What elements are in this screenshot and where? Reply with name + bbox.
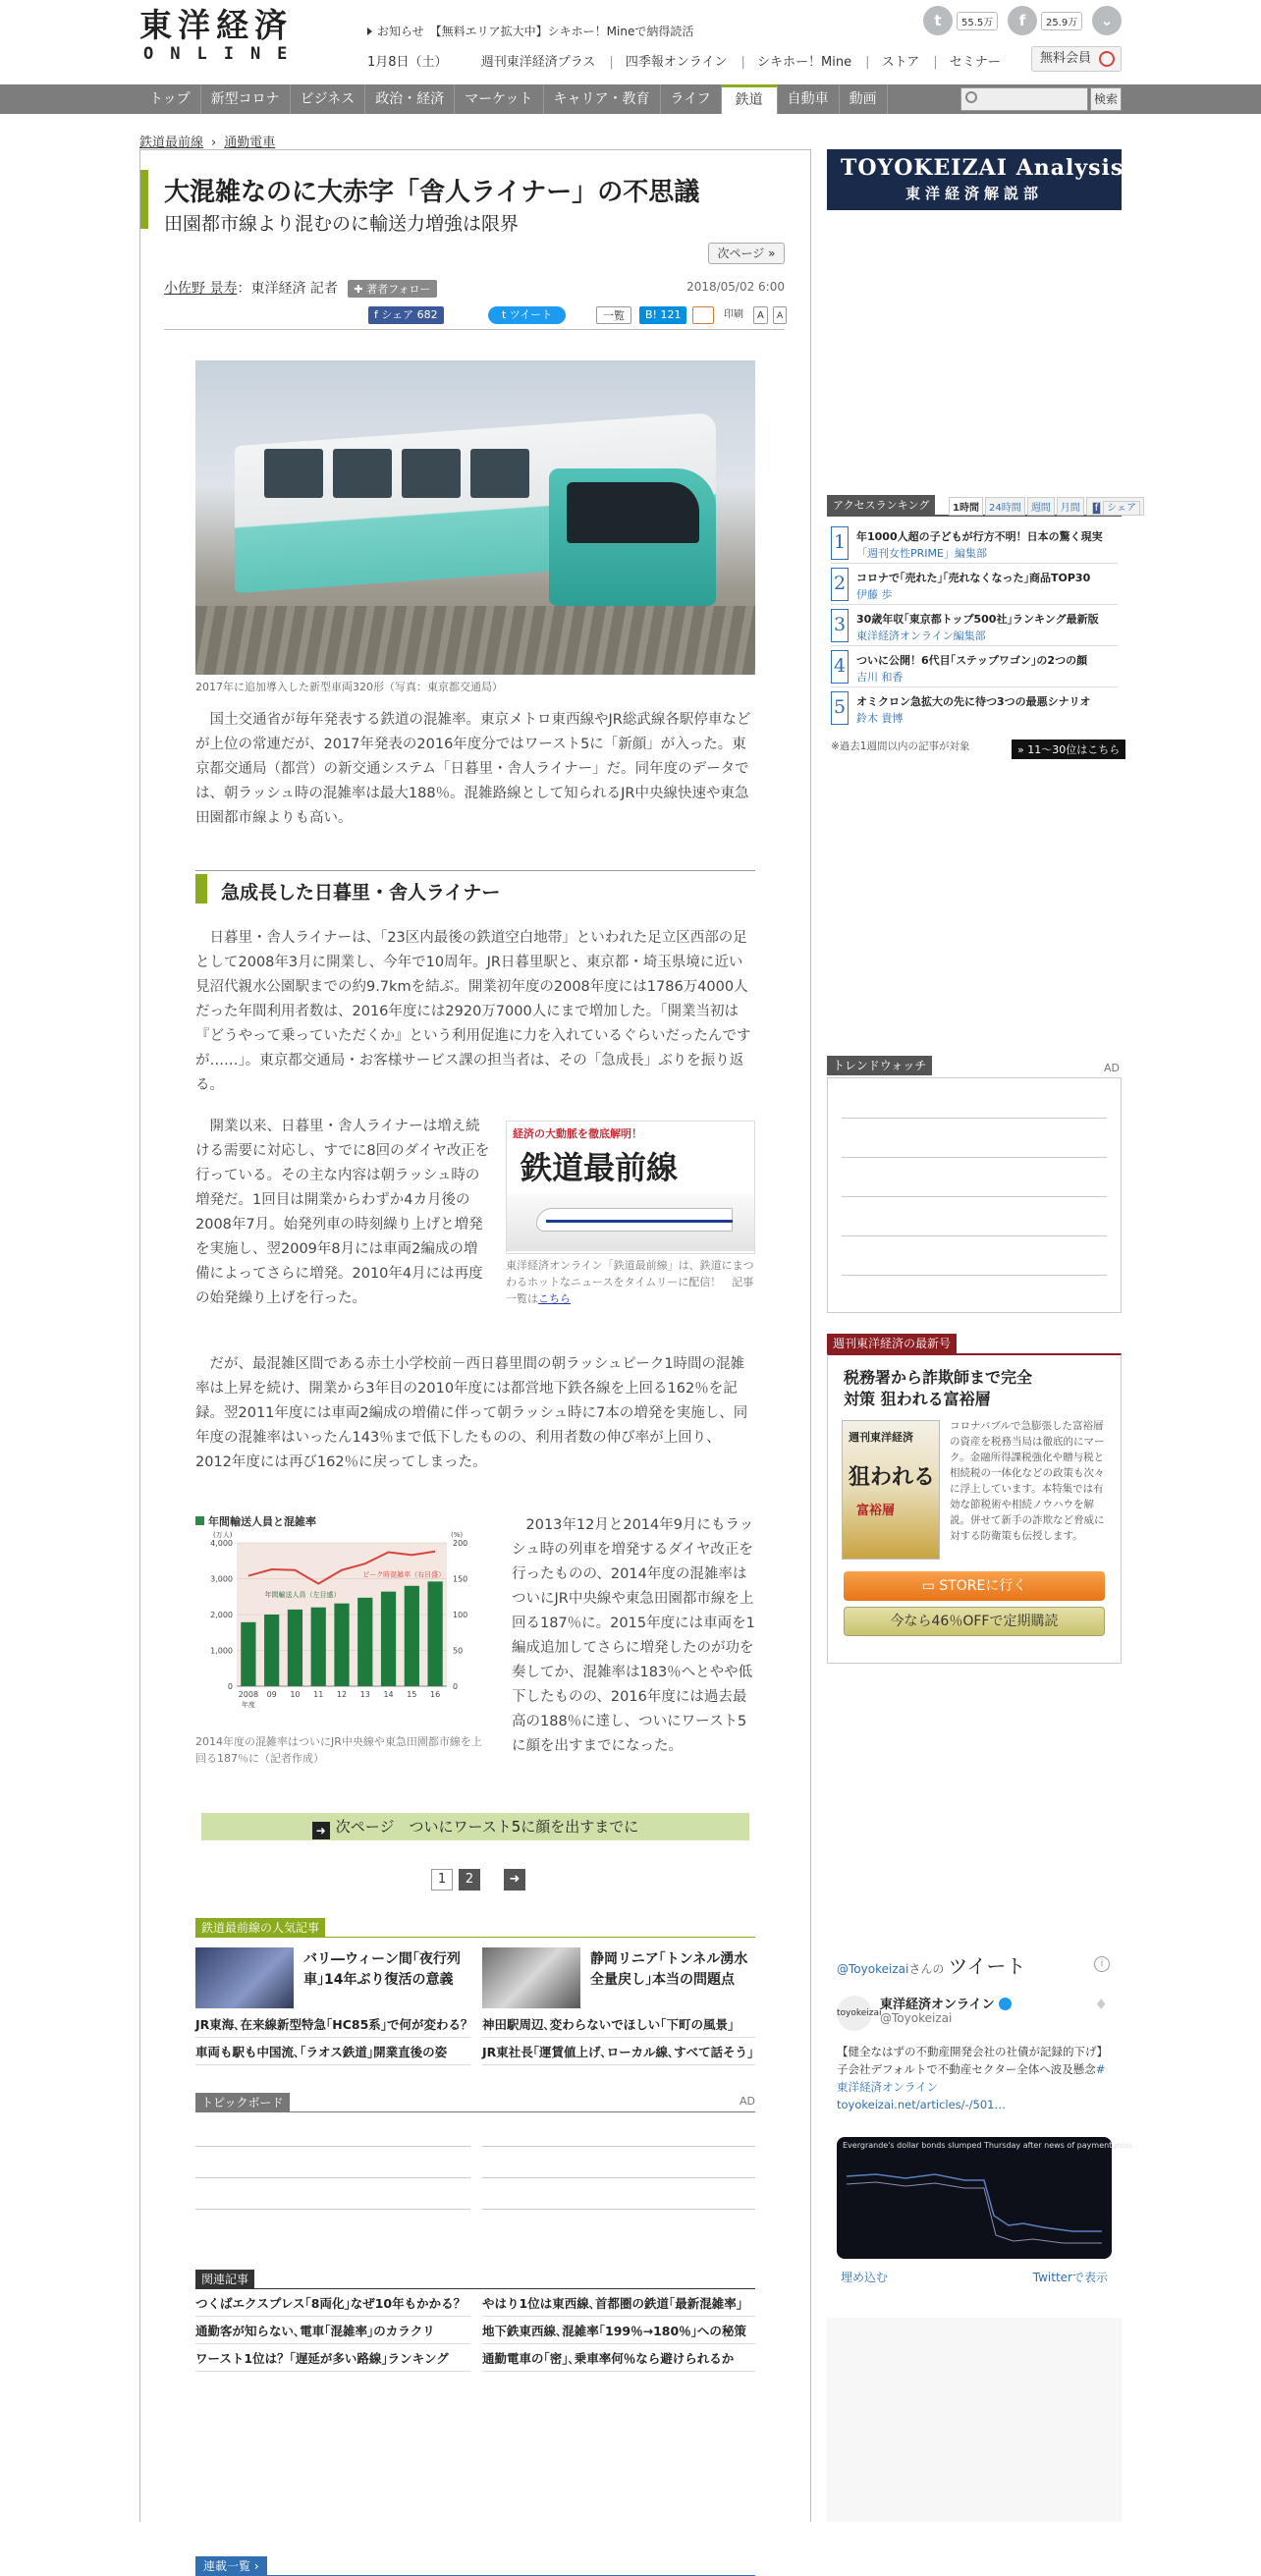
logo-kanji: 東洋経済	[139, 6, 293, 44]
related-label: 関連記事	[195, 2270, 254, 2289]
info-icon[interactable]: i	[1094, 1956, 1110, 1972]
chart-bar	[405, 1586, 419, 1686]
access-ranking	[827, 495, 1137, 772]
breadcrumb-commuter-train[interactable]: 通勤電車	[224, 136, 276, 150]
legend-square-icon	[195, 1516, 204, 1525]
rank-number: 2	[831, 568, 849, 601]
rank-source: 東洋経済オンライン編集部	[856, 630, 986, 642]
analysis-title: TOYOKEIZAI Analysis	[841, 155, 1124, 181]
nav-corona[interactable]: 新型コロナ	[201, 84, 291, 114]
ranking-item[interactable]	[831, 650, 1118, 687]
y-left-tick-label: 1,000	[210, 1646, 233, 1656]
rank-source: 吉川 和香	[856, 671, 904, 684]
search-button[interactable]: 検索	[1090, 87, 1122, 111]
next-page-arrow-button[interactable]: ➜	[504, 1869, 525, 1891]
analysis-subtitle: 東洋経済解説部	[905, 185, 1043, 202]
railway-frontline-promo-banner[interactable]	[506, 1121, 755, 1254]
promo-title: 鉄道最前線	[521, 1149, 679, 1186]
article-column	[139, 149, 811, 2573]
link-shikiho-mine[interactable]: シキホー！Mine	[757, 55, 852, 70]
related-link[interactable]: ワースト1位は？｢遅延が多い路線｣ランキング	[195, 2346, 470, 2372]
next-page-button[interactable]: 次ページ »	[708, 243, 785, 264]
nav-life[interactable]: ライフ	[661, 84, 722, 114]
ranking-tab-monthly[interactable]: 月間	[1057, 497, 1084, 516]
date-links-bar: 1月8日（土） 週刊東洋経済プラス | 四季報オンライン | シキホー！Mine | ストア | セミナー	[367, 55, 1001, 70]
cover-masthead: 週刊東洋経済	[849, 1431, 913, 1444]
x-tick-label: 10	[290, 1690, 301, 1699]
twitter-timeline	[827, 1945, 1133, 2318]
trend-box	[827, 1077, 1122, 1313]
x-tick-label: 16	[430, 1690, 441, 1699]
shinkansen-image	[507, 1194, 754, 1251]
x-tick-label: 11	[313, 1690, 324, 1699]
y-right-tick-label: 0	[453, 1682, 459, 1691]
facebook-icon: f	[1092, 502, 1102, 515]
x-tick-label: 2008	[238, 1690, 259, 1699]
triangle-icon	[367, 27, 372, 35]
series-list-button[interactable]	[195, 2556, 267, 2576]
page-2-button[interactable]: 2	[459, 1869, 480, 1891]
paragraph-4: だが、最混雑区間である赤土小学校前－西日暮里間の朝ラッシュピーク1時間の混雑率は上昇を続け、開業から3年目の2010年度には都営地下鉄各線を上回る162％を記録。翌2011年度には車両2編成の増備に伴って朝ラッシュ時に7本の増発を実施し、同年度の混雑率はいったん143％まで低下したものの、利用者数の伸び率が上回り、2012年度には再び162％に戻ってしまった。	[195, 1356, 748, 1470]
twitter-icon: t	[923, 6, 953, 35]
rank-source: 鈴木 貴博	[856, 712, 904, 725]
current-date: 1月8日（土）	[367, 55, 448, 70]
tweet-account-handle[interactable]: @Toyokeizai	[880, 2011, 953, 2025]
chart-bar	[288, 1610, 302, 1686]
promo-caption-text: 東洋経済オンライン「鉄道最前線」は、鉄道にまつわるホットなニュースをタイムリーに配信！ 記事一覧は	[506, 1259, 754, 1305]
ranking-more-link[interactable]: » 11～30位はこちら	[1012, 740, 1125, 759]
author-role: ：東洋経済 記者	[237, 281, 338, 297]
popular-item[interactable]	[482, 1947, 757, 2016]
nav-politics-economy[interactable]: 政治・経済	[365, 84, 455, 114]
related-link[interactable]: 通勤客が知らない､電車｢混雑率｣のカラクリ	[195, 2319, 470, 2344]
paragraph-1: 国土交通省が毎年発表する鉄道の混雑率。東京メトロ東西線やJR総武線各駅停車などが上位の常連だが、2017年発表の2016年度分ではワースト5に「新顔」が入った。東京都交通局（都営）の新交通システム「日暮里・舎人ライナー」だ。同年度のデータでは、朝ラッシュ時の混雑率は最大188％。混雑路線として知られるJR中央線快速や東急田園都市線よりも高い。	[195, 712, 751, 826]
free-member-button[interactable]	[1031, 46, 1122, 72]
article-photo	[195, 360, 755, 675]
paragraph-3: 開業以来、日暮里・舎人ライナーは増え続ける需要に対応し、すでに8回のダイヤ改正を行っている。その主な内容は朝ラッシュ時の増発だ。1回目は開業からわずか4カ月後の2008年7月。始発列車の時刻繰り上げと増発を実施し、翌2009年8月には車両2編成の増備によってさらに増発。2010年4月には再度の始発繰り上げを行った。	[195, 1119, 490, 1306]
pagination	[431, 1869, 525, 1891]
related-link[interactable]: 通勤電車の｢密｣､乗車率何％なら避けられるか	[482, 2346, 755, 2372]
notice-text[interactable]: 【無料エリア拡大中】シキホー！Mineで納得読活	[435, 25, 694, 38]
tweet-button[interactable]	[488, 306, 566, 324]
next-page-banner[interactable]	[201, 1813, 749, 1840]
rank-title: オミクロン急拡大の先に待つ3つの最悪シナリオ	[856, 695, 1091, 708]
article-subtitle: 田園都市線より混むのに輸送力増強は限界	[164, 213, 520, 235]
topic-board-label: トピックボード	[195, 2093, 290, 2112]
print-button[interactable]: 印刷	[718, 306, 749, 324]
avatar[interactable]: toyokeizai	[837, 1996, 872, 2031]
heading-accent-bar	[195, 874, 207, 904]
logo-online: ONLINE	[143, 44, 304, 64]
notice-bar[interactable]	[367, 23, 693, 39]
author-follow-label: 著者フォロー	[366, 283, 431, 296]
popular-small-link[interactable]: JR東社長｢運賃値上げ､ローカル線､すべて話そう｣	[482, 2040, 755, 2065]
y-right-tick-label: 100	[453, 1611, 468, 1619]
ad-label: AD	[1104, 1062, 1120, 1074]
y-right-tick-label: 150	[453, 1574, 468, 1584]
site-header	[0, 0, 1261, 84]
paragraph-5: 2013年12月と2014年9月にもラッシュ時の列車を増発するダイヤ改正を行ったものの、2014年度の混雑率はついにJR中央線や東急田園都市線を上回る187％に。2015年度には車両を1編成追加してさらに増発したのが功を奏してか、混雑率は183％へとやや低下したものの、2016年度には過去最高の188％に達し、ついにワースト5に顔を出すまでになった。	[512, 1517, 755, 1754]
twitter-icon: t	[502, 308, 510, 321]
scroll-down-button[interactable]	[1092, 6, 1122, 35]
nav-video[interactable]: 動画	[840, 84, 888, 114]
facebook-count: 25.9万	[1041, 12, 1082, 30]
article-title: 大混雑なのに大赤字「舎人ライナー」の不思議	[164, 178, 700, 207]
font-size-small-button[interactable]: A	[773, 306, 787, 324]
rank-title: コロナで｢売れた｣｢売れなくなった｣商品TOP30	[856, 572, 1091, 584]
twitter-bird-icon: ♦	[1094, 1996, 1108, 2013]
nav-business[interactable]: ビジネス	[291, 84, 366, 114]
mail-icon[interactable]	[692, 306, 714, 324]
y-left-tick-label: 4,000	[210, 1539, 233, 1548]
ranking-tab-share[interactable]: f シェア	[1086, 497, 1144, 516]
paragraph-2: 日暮里・舎人ライナーは、「23区内最後の鉄道空白地帯」といわれた足立区西部の足として2008年3月に開業し、今年で10周年。JR日暮里駅と、東京都・埼玉県境に近い見沼代親水公園駅までの約9.7kmを結ぶ。開業初年度の2008年度には1786万4000人だった年間利用者数は、2016年度には2920万7000人にまで増加した。「開業当初は『どうやって乗っていただくか』という利用促進に力を入れているぐらいだったんですが……」。東京都交通局・お客様サービス課の担当者は、その「急成長」ぶりを振り返る。	[195, 930, 751, 1093]
breadcrumb-railway-frontline[interactable]: 鉄道最前線	[139, 136, 204, 150]
tweet-link[interactable]: toyokeizai.net/articles/-/501…	[837, 2098, 1007, 2111]
clock-icon	[1099, 51, 1115, 67]
sidebar-ad-slot	[827, 2318, 1122, 2522]
hatena-icon: B!	[645, 308, 661, 321]
tweet-account-name[interactable]: 東洋経済オンライン	[880, 1994, 1012, 2012]
popular-item-title: バリ―ウィーン間｢夜行列車｣14年ぶり復活の意義	[303, 1951, 461, 1988]
y-left-tick-label: 3,000	[210, 1574, 233, 1584]
popular-item[interactable]	[195, 1947, 470, 2016]
x-tick-label: 12	[336, 1690, 348, 1699]
chart-bar	[334, 1604, 349, 1686]
view-on-twitter-link[interactable]: Twitterで表示	[1032, 2271, 1108, 2284]
hatena-bookmark-button[interactable]	[639, 306, 686, 324]
notice-label: お知らせ	[377, 25, 424, 38]
series-list-label: 連載一覧	[203, 2559, 251, 2573]
ranking-item[interactable]	[831, 526, 1118, 564]
nav-railway[interactable]: 鉄道	[722, 84, 778, 114]
magazine-cover[interactable]	[842, 1420, 940, 1560]
publish-date: 2018/05/02 6:00	[686, 280, 785, 294]
subscribe-button[interactable]: 今なら46％OFFで定期購読	[844, 1607, 1105, 1636]
rank-number: 3	[831, 609, 849, 642]
chevron-right-icon: ›	[253, 2559, 259, 2573]
section-heading-text: 急成長した日暮里・舎人ライナー	[221, 882, 501, 904]
rank-title: 年1000人超の子どもが行方不明！日本の驚く現実	[856, 530, 1103, 543]
nav-top[interactable]: トップ	[139, 84, 201, 114]
person-icon: ✚	[354, 283, 363, 296]
nav-market[interactable]: マーケット	[455, 84, 543, 114]
trend-label: トレンドウォッチ	[827, 1056, 932, 1075]
ad-label: AD	[740, 2095, 755, 2108]
tweet-label: ツイート	[509, 308, 553, 321]
promo-caption	[506, 1257, 755, 1307]
book-icon: ▭	[921, 1578, 940, 1594]
y-left-tick-label: 0	[227, 1682, 233, 1691]
related-link[interactable]: 地下鉄東西線､混雑率｢199％→180％｣への秘策	[482, 2319, 755, 2344]
chart-bar	[357, 1598, 372, 1686]
chart-bar	[381, 1592, 396, 1686]
rank-number: 4	[831, 650, 849, 684]
arrow-right-icon: ➜	[312, 1822, 330, 1839]
rank-number: 5	[831, 691, 849, 725]
ranking-item[interactable]	[831, 691, 1118, 729]
y-left-unit: (万人)	[213, 1531, 233, 1539]
page-1-button[interactable]: 1	[431, 1869, 453, 1891]
popular-label: 鉄道最前線の人気記事	[195, 1918, 325, 1938]
rank-title: ついに公開！6代目｢ステップワゴン｣の2つの顔	[856, 654, 1088, 667]
line-share-button[interactable]: 一覧	[596, 306, 631, 324]
verified-icon	[999, 1998, 1012, 2010]
x-tick-label: 14	[383, 1690, 394, 1699]
photo-caption: 2017年に追加導入した新型車両320形（写真：東京都交通局）	[195, 681, 503, 693]
chart-svg	[195, 1527, 490, 1720]
ranking-label: アクセスランキング	[827, 495, 935, 517]
ranking-item[interactable]	[831, 609, 1118, 646]
passenger-congestion-chart	[195, 1513, 490, 1720]
embed-link[interactable]: 埋め込む	[841, 2271, 889, 2284]
link-shikiho-online[interactable]: 四季報オンライン	[625, 55, 728, 70]
facebook-icon: f	[374, 308, 382, 321]
store-button[interactable]: ▭ STOREに行く	[844, 1571, 1105, 1601]
twitter-follow[interactable]	[923, 6, 998, 35]
chevron-down-icon: ⌄	[1092, 6, 1122, 35]
x-axis-unit: 年度	[241, 1701, 255, 1709]
popular-small-link[interactable]: JR東海､在来線新型特急｢HC85系｣で何が変わる？	[195, 2012, 470, 2038]
twitter-count: 55.5万	[957, 12, 998, 30]
chart-caption: 2014年度の混雑率はついにJR中央線や東急田園都市線を上回る187％に（記者作成）	[195, 1735, 482, 1765]
weekly-headline[interactable]: 税務署から詐欺師まで完全 対策 狙われる富裕層	[844, 1368, 1033, 1408]
y-left-tick-label: 2,000	[210, 1611, 233, 1619]
author-follow-button[interactable]	[348, 280, 436, 298]
share-bar	[164, 302, 785, 330]
section-heading	[195, 870, 755, 905]
ranking-item[interactable]	[831, 568, 1118, 605]
ranking-tab-weekly[interactable]: 週間	[1027, 497, 1055, 516]
byline	[164, 278, 785, 298]
popular-item-title: 静岡リニア｢トンネル湧水全量戻し｣本当の問題点	[590, 1951, 748, 1988]
analysis-banner[interactable]	[827, 149, 1122, 210]
weekly-description: コロナバブルで急膨張した富裕層の資産を税務当局は徹底的にマーク。金融所得課税強化や贈与税と相続税の一体化などの政策も次々に浮上しています。本特集では有効な節税術や相続ノウハウを解説。併せて新手の詐欺など脅威に対する防衛策も伝授します。	[950, 1420, 1105, 1542]
link-store[interactable]: ストア	[881, 55, 920, 70]
article-thumbnail	[482, 1947, 580, 2008]
ranking-tab-24hour[interactable]: 24時間	[985, 497, 1025, 516]
chart-bar	[264, 1615, 279, 1686]
free-member-label: 無料会員	[1040, 51, 1092, 66]
site-logo[interactable]	[139, 8, 328, 67]
title-accent-bar	[140, 170, 148, 229]
font-size-large-button[interactable]: A	[753, 306, 768, 324]
breadcrumb	[139, 132, 275, 150]
twitter-heading: @Toyokeizaiさんの ツイート	[837, 1954, 1026, 1978]
rank-title: 30歳年収｢東京都トップ500社｣ランキング最新版	[856, 613, 1099, 626]
related-link[interactable]: つくばエクスプレス｢8両化｣なぜ10年もかかる？	[195, 2291, 470, 2317]
y-right-unit: (%)	[451, 1531, 464, 1539]
chart-title-text: 年間輸送人員と混雑率	[208, 1515, 316, 1528]
tweet-image[interactable]: Evergrande's dollar bonds slumped Thursday after news of payment miss	[837, 2137, 1112, 2259]
hatena-count: 121	[660, 308, 682, 321]
related-link[interactable]: やはり1位は東西線､首都圏の鉄道｢最新混雑率｣	[482, 2291, 755, 2317]
chart-bar	[428, 1581, 443, 1686]
x-tick-label: 09	[266, 1690, 277, 1699]
y-right-tick-label: 200	[453, 1539, 468, 1548]
ranking-tab-1hour[interactable]: 1時間	[949, 497, 983, 516]
rank-source: 「週刊女性PRIME」編集部	[856, 547, 987, 560]
author-link[interactable]: 小佐野 景寿	[164, 281, 238, 297]
popular-small-link[interactable]: 車両も駅も中国流､｢ラオス鉄道｣開業直後の姿	[195, 2040, 470, 2065]
facebook-share-label: シェア 682	[381, 308, 438, 321]
link-weekly-plus[interactable]: 週刊東洋経済プラス	[480, 55, 596, 70]
article-thumbnail	[195, 1947, 294, 2008]
search-icon	[965, 91, 977, 103]
promo-link[interactable]: こちら	[538, 1292, 571, 1305]
facebook-share-button[interactable]	[368, 306, 444, 324]
chart-bar	[311, 1608, 326, 1686]
rank-number: 1	[831, 526, 849, 560]
x-tick-label: 15	[407, 1690, 417, 1699]
next-page-banner-text: 次ページ ついにワースト5に顔を出すまでに	[335, 1818, 639, 1836]
tweet-text: 【健全なはずの不動産開発会社の社債が記録的下げ】子会社デフォルトで不動産セクター全体へ波及懸念#東洋経済オンライン toyokeizai.net/articles/-/501…	[837, 2045, 1108, 2111]
series-label: ピーク時混雑率（右目盛）	[362, 1570, 446, 1579]
series-label: 年間輸送人員（左目盛）	[264, 1590, 341, 1599]
ranking-note: ※過去1週間以内の記事が対象	[831, 740, 970, 752]
cover-title-2: 富裕層	[856, 1504, 896, 1518]
facebook-icon: f	[1008, 6, 1037, 35]
search-input[interactable]	[960, 87, 1088, 111]
chevron-right-icon: ›	[211, 136, 217, 150]
y-right-tick-label: 50	[453, 1646, 464, 1656]
cover-title: 狙われる	[849, 1464, 936, 1490]
link-seminar[interactable]: セミナー	[949, 55, 1001, 70]
x-tick-label: 13	[359, 1690, 370, 1699]
nav-automobile[interactable]: 自動車	[778, 84, 840, 114]
nav-career-education[interactable]: キャリア・教育	[544, 84, 661, 114]
weekly-label: 週刊東洋経済の最新号	[827, 1334, 957, 1353]
chart-bar	[241, 1622, 255, 1686]
rank-source: 伊藤 歩	[856, 588, 893, 601]
promo-tagline: 経済の大動脈を徹底解明！	[513, 1127, 642, 1140]
facebook-follow[interactable]	[1008, 6, 1082, 35]
popular-small-link[interactable]: 神田駅周辺､変わらないでほしい｢下町の風景｣	[482, 2012, 755, 2038]
